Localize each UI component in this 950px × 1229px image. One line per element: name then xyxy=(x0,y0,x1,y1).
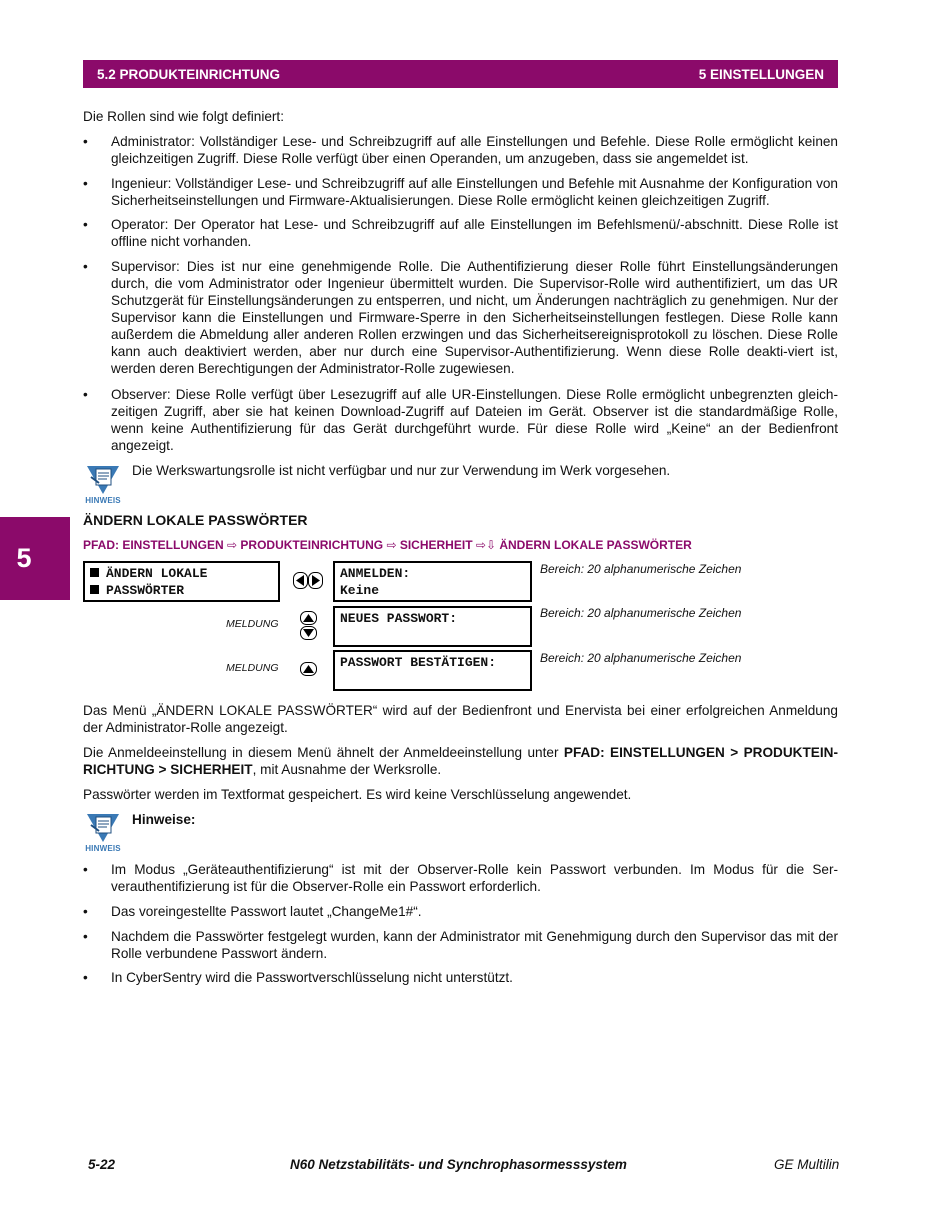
setting-name: ANMELDEN: xyxy=(340,566,411,581)
bullet-dot: • xyxy=(83,929,88,944)
header-chapter-title: 5 EINSTELLUNGEN xyxy=(698,66,824,82)
setting-name: NEUES PASSWORT: xyxy=(340,611,458,626)
setting-range: Bereich: 20 alphanumerische Zeichen xyxy=(540,562,742,576)
footer-brand: GE Multilin xyxy=(774,1157,840,1172)
page-header-bar xyxy=(83,60,838,88)
chapter-side-tab xyxy=(0,517,70,600)
menu-heading-line: PASSWÖRTER xyxy=(90,582,273,599)
message-label: MELDUNG xyxy=(226,618,279,630)
note-icon xyxy=(83,463,123,507)
setting-box-login xyxy=(333,561,532,602)
menu-square-icon xyxy=(90,568,99,577)
body-paragraph: Das Menü „ÄNDERN LOKALE PASSWÖRTER“ wird auf der Bedienfront und Enervista bei einer erfolgreichen Anmeldung der Administrator-Rolle angezeigt. xyxy=(83,703,838,735)
path-prefix: PFAD: EINSTELLUNGEN xyxy=(83,538,224,552)
bullet-dot: • xyxy=(83,259,88,274)
bullet-dot: • xyxy=(83,134,88,149)
path-segment: ÄNDERN LOKALE PASSWÖRTER xyxy=(499,538,692,552)
role-operator: Operator: Der Operator hat Lese- und Schreibzugriff auf alle Einstellungen im Befehlsmenü/-abschnitt. Diese Rolle ist offline nicht vorhanden. xyxy=(111,217,838,249)
left-right-keys-icon xyxy=(293,572,323,594)
note-item: Nachdem die Passwörter festgelegt wurden, kann der Administrator mit Genehmigung durch den Supervisor das mit der Rolle verbundene Passwort ändern. xyxy=(111,929,838,961)
body-paragraph: Passwörter werden im Textformat gespeichert. Es wird keine Verschlüsselung angewendet. xyxy=(83,787,632,802)
bullet-dot: • xyxy=(83,970,88,985)
up-key-icon xyxy=(300,662,317,682)
bullet-dot: • xyxy=(83,217,88,232)
note-item: Das voreingestellte Passwort lautet „ChangeMe1#“. xyxy=(111,904,422,919)
role-supervisor: Supervisor: Dies ist nur eine genehmigende Rolle. Die Authentifizierung dieser Rolle führt Einstellungsänderungen durch, die vom Administrator oder Ingenieur übermittelt wurden. Die Supervisor-Rolle wird authentifiziert, um das UR Schutzgerät für Einstellungsänderungen zu entsperren, und nicht, um Änderungen nachträglich zu genehmigen. Nur der Supervisor kann die Einstellungen und Firmware-Sperre in den Sicherheitseinstellungen festlegen. Diese Rolle kann außerdem die Abmeldung aller anderen Rollen erzwingen und das Sicherheitsereignisprotokoll zu löschen. Diese Rolle kann auch deaktiviert werden, aber nur durch eine Supervisor-Authentifizierung. Wenn diese Rolle deakti-viert ist, werden deren Berechtigungen der Administrator-Rolle zugewiesen. xyxy=(111,259,838,376)
setting-range: Bereich: 20 alphanumerische Zeichen xyxy=(540,651,742,665)
path-arrow-icon: ⇨ xyxy=(386,538,397,552)
setting-box-confirm-password xyxy=(333,650,532,691)
role-observer: Observer: Diese Rolle verfügt über Lesezugriff auf alle UR-Einstellungen. Diese Rolle ermöglicht unbegrenzten gleich-zeitigen Zugriff, aber sie hat keinen Download-Zugriff auf Dateien im Gerät. Observer ist die standardmäßige Rolle, wenn keine Authentifizierung für das Gerät durchgeführt wurde. Für diese Rolle wird „Keine“ an der Bedienfront angezeigt. xyxy=(111,387,838,453)
menu-square-icon xyxy=(90,585,99,594)
setting-name: PASSWORT BESTÄTIGEN: xyxy=(340,655,497,670)
header-section-title: 5.2 PRODUKTEINRICHTUNG xyxy=(97,66,281,82)
setting-range: Bereich: 20 alphanumerische Zeichen xyxy=(540,606,742,620)
role-administrator: Administrator: Vollständiger Lese- und Schreibzugriff auf alle Einstellungen und Befehle. Diese Rolle ermöglicht keinen gleichzeitigen Zugriff. Diese Rolle verfügt über einen Operanden, um anzugeben, dass sie angemeldet ist. xyxy=(111,134,838,166)
chapter-number: 5 xyxy=(16,543,32,573)
path-arrow-icon: ⇨ xyxy=(475,538,486,552)
menu-heading-line: ÄNDERN LOKALE xyxy=(90,565,273,582)
notes-title: Hinweise: xyxy=(132,812,196,827)
settings-path xyxy=(83,538,692,552)
bullet-dot: • xyxy=(83,862,88,877)
note-icon xyxy=(83,811,123,855)
bullet-dot: • xyxy=(83,904,88,919)
note-icon-label: HINWEIS xyxy=(85,844,121,853)
menu-heading-box xyxy=(83,561,280,602)
note-icon-label: HINWEIS xyxy=(85,496,121,505)
footer-document-title: N60 Netzstabilitäts- und Synchrophasormesssystem xyxy=(290,1157,627,1172)
role-engineer: Ingenieur: Vollständiger Lese- und Schreibzugriff auf alle Einstellungen und Befehle mit Ausnahme der Konfiguration von Sicherheitseinstellungen und Firmware-Aktualisierungen. Diese Rolle ermöglicht keinen gleichzeitigen Zugriff. xyxy=(111,176,838,208)
body-paragraph: Die Anmeldeeinstellung in diesem Menü ähnelt der Anmeldeeinstellung unter PFAD: EINSTELLUNGEN > PRODUKTEIN-RICHTUNG > SICHERHEIT, mit Ausnahme der Werksrolle. xyxy=(83,745,838,777)
setting-value: Keine xyxy=(340,583,380,598)
setting-box-new-password xyxy=(333,606,532,647)
path-arrow-icon: ⇨ xyxy=(227,538,238,552)
section-title: ÄNDERN LOKALE PASSWÖRTER xyxy=(83,512,308,528)
note-text: Die Werkswartungsrolle ist nicht verfügbar und nur zur Verwendung im Werk vorgesehen. xyxy=(132,463,671,478)
footer-page-number: 5-22 xyxy=(88,1157,116,1172)
bullet-dot: • xyxy=(83,176,88,191)
path-down-arrow-icon: ⇩ xyxy=(485,538,496,552)
message-label: MELDUNG xyxy=(226,662,279,674)
bullet-dot: • xyxy=(83,387,88,402)
path-segment: PRODUKTEINRICHTUNG xyxy=(240,538,384,552)
path-segment: SICHERHEIT xyxy=(399,538,473,552)
up-down-keys-icon xyxy=(300,611,317,645)
roles-intro: Die Rollen sind wie folgt definiert: xyxy=(83,109,284,124)
settings-path-reference: PFAD: EINSTELLUNGEN > PRODUKTEIN-RICHTUNG > SICHERHEIT xyxy=(83,745,838,777)
note-item: Im Modus „Geräteauthentifizierung“ ist mit der Observer-Rolle kein Passwort verbunden. Im Modus für die Ser-verauthentifizierung ist für die Observer-Rolle ein Passwort erforderlich. xyxy=(111,862,838,894)
note-item: In CyberSentry wird die Passwortverschlüsselung nicht unterstützt. xyxy=(111,970,513,985)
